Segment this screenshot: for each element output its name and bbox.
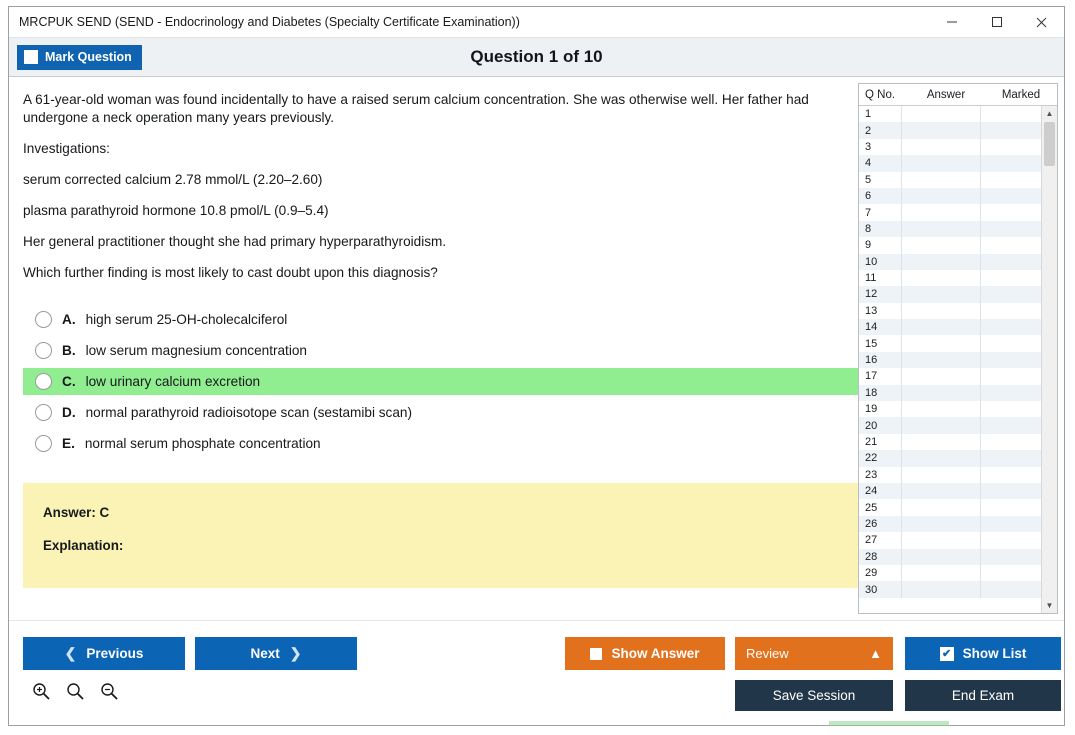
table-row[interactable]	[859, 155, 1041, 171]
question-list-header	[859, 84, 1057, 106]
question-number-cell: 22	[865, 452, 878, 465]
mark-question-button[interactable]	[17, 45, 142, 70]
marked-cell	[980, 532, 1041, 548]
marked-cell	[980, 172, 1041, 188]
zoom-in-icon[interactable]	[31, 681, 51, 706]
answer-cell	[901, 483, 980, 499]
marked-cell	[980, 286, 1041, 302]
question-stem: A 61-year-old woman was found incidentally to have a raised serum calcium concentration. She was otherwise well. Her father had undergone a neck operation many years previously.	[23, 92, 809, 125]
option-c-text: low urinary calcium excretion	[85, 373, 261, 389]
option-d-text: normal parathyroid radioisotope scan (sestamibi scan)	[85, 404, 412, 420]
table-row[interactable]	[859, 188, 1041, 204]
page-title: Question 1 of 10	[470, 47, 603, 66]
option-a-text: high serum 25-OH-cholecalciferol	[85, 311, 288, 327]
answer-cell	[901, 155, 980, 171]
answer-cell	[901, 549, 980, 565]
answer-cell	[901, 368, 980, 384]
question-rows[interactable]	[859, 106, 1041, 613]
question-context: Her general practitioner thought she had primary hyperparathyroidism.	[23, 233, 447, 249]
marked-cell	[980, 581, 1041, 597]
option-b-letter: B.	[62, 342, 76, 358]
answer-cell	[901, 417, 980, 433]
mark-question-checkbox-icon	[24, 50, 38, 64]
question-number-cell: 12	[865, 288, 878, 301]
question-number-cell: 8	[865, 222, 872, 235]
decorative-strip	[829, 721, 949, 726]
option-b-text: low serum magnesium concentration	[85, 342, 307, 358]
question-number-cell: 16	[865, 354, 878, 367]
option-b[interactable]	[23, 337, 859, 364]
table-row[interactable]	[859, 499, 1041, 515]
answer-cell	[901, 352, 980, 368]
table-row[interactable]	[859, 221, 1041, 237]
answer-cell	[901, 237, 980, 253]
previous-label: Previous	[86, 646, 144, 661]
marked-cell	[980, 565, 1041, 581]
investigations-label: Investigations:	[23, 140, 110, 156]
table-row[interactable]	[859, 352, 1041, 368]
answer-cell	[901, 221, 980, 237]
window-body	[9, 77, 1064, 620]
answer-cell	[901, 385, 980, 401]
answer-cell	[901, 270, 980, 286]
question-number-cell: 7	[865, 206, 872, 219]
maximize-button[interactable]	[974, 8, 1019, 37]
next-label: Next	[250, 646, 280, 661]
table-row[interactable]	[859, 122, 1041, 138]
answer-label: Answer: C	[43, 504, 110, 520]
table-row[interactable]	[859, 254, 1041, 270]
option-a-letter: A.	[62, 311, 76, 327]
window-title: MRCPUK SEND (SEND - Endocrinology and Diabetes (Specialty Certificate Examination))	[19, 15, 520, 29]
table-row[interactable]	[859, 581, 1041, 597]
marked-cell	[980, 434, 1041, 450]
marked-cell	[980, 483, 1041, 499]
marked-cell	[980, 352, 1041, 368]
answer-cell	[901, 516, 980, 532]
marked-cell	[980, 237, 1041, 253]
scroll-up-icon[interactable]: ▲	[1045, 109, 1054, 118]
answer-cell	[901, 286, 980, 302]
review-label: Review	[746, 646, 789, 661]
table-row[interactable]	[859, 335, 1041, 351]
table-row[interactable]	[859, 549, 1041, 565]
option-d-letter: D.	[62, 404, 76, 420]
table-row[interactable]	[859, 237, 1041, 253]
column-header-marked: Marked	[1001, 88, 1041, 101]
marked-cell	[980, 450, 1041, 466]
table-row[interactable]	[859, 270, 1041, 286]
answer-cell	[901, 106, 980, 122]
question-number-cell: 20	[865, 419, 878, 432]
investigation-result-1: serum corrected calcium 2.78 mmol/L (2.20–2.60)	[23, 171, 323, 187]
marked-cell	[980, 139, 1041, 155]
answer-cell	[901, 467, 980, 483]
table-row[interactable]	[859, 204, 1041, 220]
table-row[interactable]	[859, 532, 1041, 548]
radio-icon[interactable]	[35, 435, 52, 452]
marked-cell	[980, 254, 1041, 270]
question-number-cell: 1	[865, 108, 872, 121]
end-exam-label: End Exam	[951, 688, 1015, 703]
marked-cell	[980, 467, 1041, 483]
answer-cell	[901, 401, 980, 417]
marked-cell	[980, 106, 1041, 122]
question-number-cell: 25	[865, 501, 878, 514]
zoom-reset-icon[interactable]	[65, 681, 85, 706]
question-number-cell: 26	[865, 517, 878, 530]
answer-cell	[901, 532, 980, 548]
close-button[interactable]	[1019, 8, 1064, 37]
answer-cell	[901, 434, 980, 450]
question-number-cell: 17	[865, 370, 878, 383]
review-dropdown[interactable]	[735, 637, 893, 670]
marked-cell	[980, 499, 1041, 515]
table-row[interactable]	[859, 483, 1041, 499]
end-exam-button[interactable]	[905, 680, 1061, 711]
title-bar	[9, 7, 1064, 38]
marked-cell	[980, 335, 1041, 351]
question-list-panel	[858, 83, 1058, 614]
table-row[interactable]	[859, 401, 1041, 417]
marked-cell	[980, 204, 1041, 220]
answer-cell	[901, 450, 980, 466]
answer-cell	[901, 319, 980, 335]
marked-cell	[980, 188, 1041, 204]
question-number-cell: 14	[865, 321, 878, 334]
scroll-down-icon[interactable]: ▼	[1045, 601, 1054, 610]
question-number-cell: 27	[865, 534, 878, 547]
table-row[interactable]	[859, 565, 1041, 581]
column-header-qno: Q No.	[865, 88, 896, 101]
table-row[interactable]	[859, 516, 1041, 532]
option-e-text: normal serum phosphate concentration	[84, 435, 321, 451]
question-number-cell: 11	[865, 272, 877, 285]
question-number-cell: 28	[865, 550, 878, 563]
minimize-button[interactable]	[929, 8, 974, 37]
question-number-cell: 13	[865, 304, 878, 317]
marked-cell	[980, 221, 1041, 237]
show-list-button[interactable]	[905, 637, 1061, 670]
scrollbar-thumb[interactable]	[1044, 122, 1055, 166]
question-number-cell: 29	[865, 567, 878, 580]
marked-cell	[980, 385, 1041, 401]
question-number-cell: 3	[865, 140, 872, 153]
marked-cell	[980, 270, 1041, 286]
table-row[interactable]	[859, 286, 1041, 302]
marked-cell	[980, 549, 1041, 565]
table-row[interactable]	[859, 417, 1041, 433]
next-button[interactable]	[195, 637, 357, 670]
answer-cell	[901, 139, 980, 155]
table-row[interactable]	[859, 450, 1041, 466]
option-e[interactable]	[23, 430, 859, 457]
save-session-label: Save Session	[772, 688, 856, 703]
show-answer-button[interactable]	[565, 637, 725, 670]
save-session-button[interactable]	[735, 680, 893, 711]
option-c-letter: C.	[62, 373, 76, 389]
answer-cell	[901, 581, 980, 597]
table-row[interactable]	[859, 303, 1041, 319]
zoom-out-icon[interactable]	[99, 681, 119, 706]
question-lead-in: Which further finding is most likely to cast doubt upon this diagnosis?	[23, 264, 438, 280]
answer-cell	[901, 254, 980, 270]
option-a[interactable]	[23, 306, 859, 333]
question-number-cell: 24	[865, 485, 878, 498]
marked-cell	[980, 516, 1041, 532]
question-number-cell: 5	[865, 173, 872, 186]
answer-explanation-panel	[23, 483, 859, 588]
answer-cell	[901, 204, 980, 220]
show-answer-checkbox-icon	[590, 648, 602, 660]
question-number-cell: 21	[865, 436, 878, 448]
answer-options	[23, 306, 848, 461]
table-row[interactable]	[859, 139, 1041, 155]
question-number-cell: 6	[865, 190, 872, 203]
question-number-cell: 30	[865, 583, 878, 596]
question-number-cell: 9	[865, 239, 872, 252]
answer-cell	[901, 172, 980, 188]
mark-question-label: Mark Question	[45, 50, 132, 64]
marked-cell	[980, 319, 1041, 335]
table-row[interactable]	[859, 385, 1041, 401]
radio-icon[interactable]	[35, 404, 52, 421]
question-list-body	[859, 106, 1057, 613]
question-number-cell: 4	[865, 157, 872, 170]
chevron-right-icon: ❯	[289, 645, 302, 661]
question-number-cell: 2	[865, 124, 872, 137]
exam-window	[8, 6, 1065, 726]
column-header-answer: Answer	[926, 88, 966, 101]
table-row[interactable]	[859, 368, 1041, 384]
question-number-cell: 18	[865, 386, 878, 399]
answer-cell	[901, 303, 980, 319]
radio-icon[interactable]	[35, 373, 52, 390]
marked-cell	[980, 155, 1041, 171]
show-list-checkbox-icon: ✔	[940, 647, 954, 661]
answer-cell	[901, 188, 980, 204]
question-list-scrollbar[interactable]	[1041, 106, 1057, 613]
table-row[interactable]	[859, 172, 1041, 188]
marked-cell	[980, 401, 1041, 417]
question-number-cell: 23	[865, 468, 878, 481]
table-row[interactable]	[859, 319, 1041, 335]
marked-cell	[980, 368, 1041, 384]
show-answer-label: Show Answer	[611, 646, 700, 661]
option-e-letter: E.	[62, 435, 75, 451]
question-number-cell: 10	[865, 255, 878, 268]
answer-cell	[901, 335, 980, 351]
answer-cell	[901, 122, 980, 138]
radio-icon[interactable]	[35, 342, 52, 359]
show-list-label: Show List	[962, 646, 1027, 661]
previous-button[interactable]	[23, 637, 185, 670]
question-header-bar	[9, 38, 1064, 77]
table-row[interactable]	[859, 434, 1041, 450]
radio-icon[interactable]	[35, 311, 52, 328]
zoom-controls	[31, 681, 119, 706]
marked-cell	[980, 122, 1041, 138]
explanation-label: Explanation:	[43, 537, 124, 553]
question-number-cell: 15	[865, 337, 878, 350]
chevron-up-icon: ▲	[869, 646, 882, 661]
marked-cell	[980, 417, 1041, 433]
table-row[interactable]	[859, 467, 1041, 483]
answer-cell	[901, 565, 980, 581]
marked-cell	[980, 303, 1041, 319]
chevron-left-icon: ❮	[64, 645, 77, 661]
investigation-result-2: plasma parathyroid hormone 10.8 pmol/L (0.9–5.4)	[23, 202, 329, 218]
question-number-cell: 19	[865, 403, 878, 416]
question-content	[9, 77, 858, 620]
footer-toolbar	[9, 620, 1064, 725]
option-c[interactable]	[23, 368, 859, 395]
table-row[interactable]	[859, 106, 1041, 122]
answer-cell	[901, 499, 980, 515]
option-d[interactable]	[23, 399, 859, 426]
